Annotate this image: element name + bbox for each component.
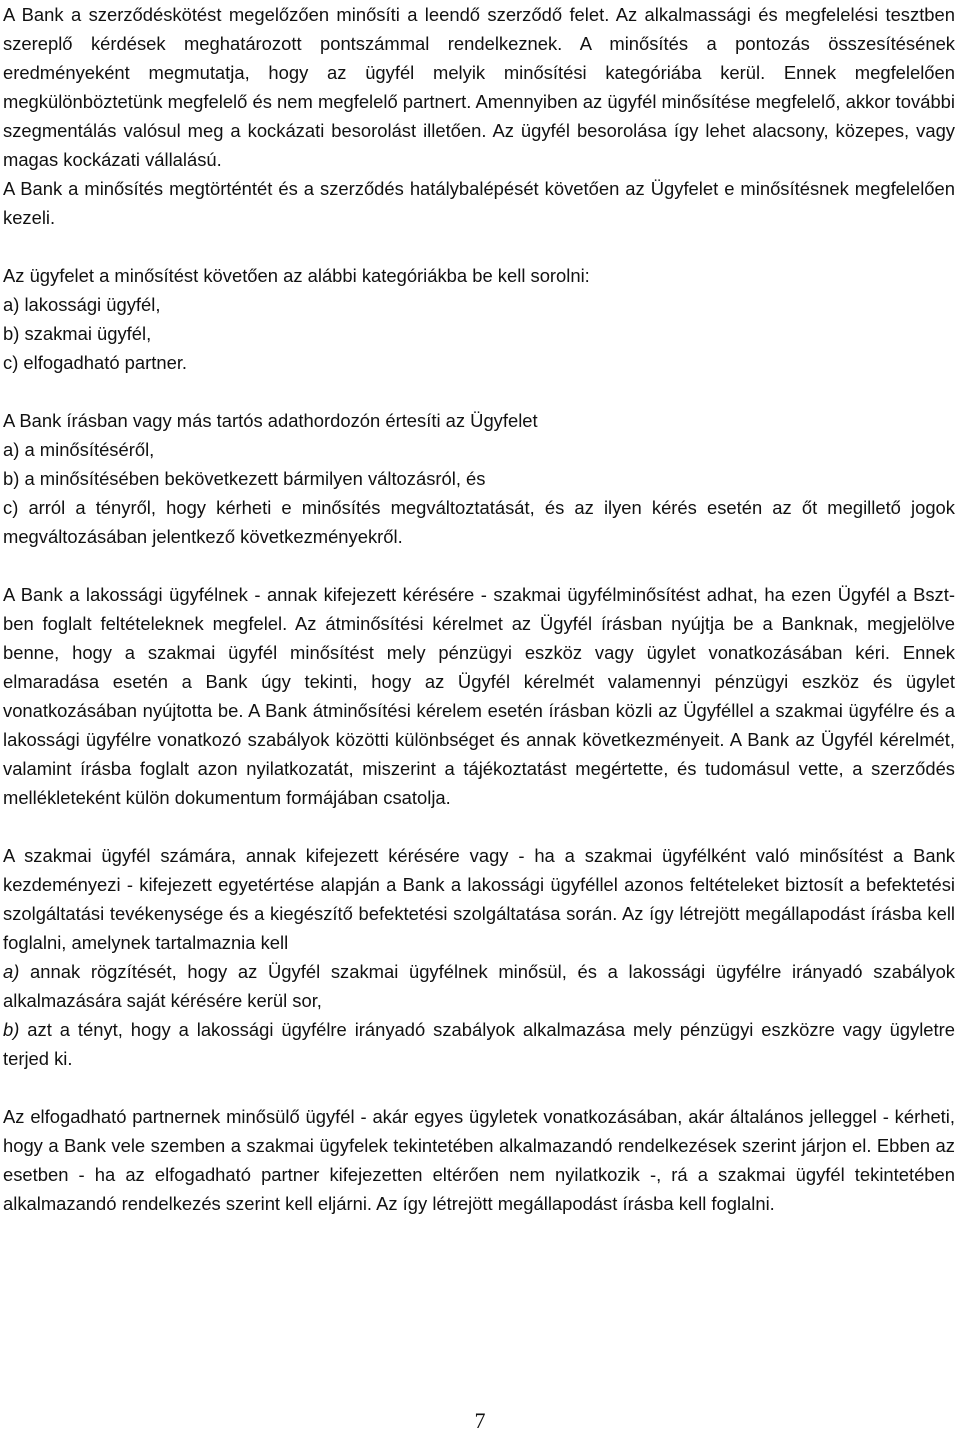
notification-item-a: a) a minősítéséről, (3, 439, 155, 460)
paragraph-retail-treatment: A szakmai ügyfél számára, annak kifejezett kérésére vagy - ha a szakmai ügyfélként való minősítést a Bank kezdeményezi - kifejezett egyetértése alapján a Bank a lakossági ügyféllel azonos feltételeket biztosít a befektetési szolgáltatási tevékenysége és a kiegészítő befektetési szolgáltatása során. Az így létrejött megállapodást írásba kell foglalni, amelynek tartalmaznia kell (3, 845, 955, 953)
notification-intro: A Bank írásban vagy más tartós adathordozón értesíti az Ügyfelet (3, 410, 538, 431)
category-item: b) szakmai ügyfél, (3, 323, 152, 344)
professional-client-section (3, 580, 955, 812)
notification-section (3, 406, 955, 551)
category-item: a) lakossági ügyfél, (3, 294, 161, 315)
item-text: annak rögzítését, hogy az Ügyfél szakmai ügyfélnek minősül, és a lakossági ügyfélre irányadó szabályok alkalmazására saját kérésére kerül sor, (3, 961, 955, 1011)
eligible-partner-section (3, 1102, 955, 1218)
retail-item-b (3, 1015, 955, 1073)
retail-item-a (3, 957, 955, 1015)
categories-section (3, 261, 955, 377)
item-letter: a) (3, 961, 20, 982)
rating-section (3, 0, 955, 232)
page-number: 7 (474, 1408, 486, 1433)
item-letter: b) (3, 1019, 20, 1040)
segmentation-sentence: Amennyiben az ügyfél minősítése megfelelő, akkor további szegmentálás valósul meg a kockázati besorolást illetően. (3, 91, 955, 141)
risk-classification-sentence: Az ügyfél besorolása így lehet alacsony, közepes, vagy magas kockázati vállalású. (3, 120, 955, 170)
category-item: c) elfogadható partner. (3, 352, 188, 373)
paragraph-professional-client: A Bank a lakossági ügyfélnek - annak kifejezett kérésére - szakmai ügyfélminősítést adhat, ha ezen Ügyfél a Bszt-ben foglalt feltételeknek megfelel. Az átminősítési kérelmet az Ügyfél írásban nyújtja be a Banknak, megjelölve benne, hogy a szakmai ügyfél minősítést mely pénzügyi eszköz vagy ügylet vonatkozásában kéri. Ennek elmaradása esetén a Bank úgy tekinti, hogy az Ügyfél kérelmét valamennyi pénzügyi eszköz és ügylet vonatkozásában nyújtotta be. A Bank átminősítési kérelem esetén írásban közli az Ügyféllel a szakmai ügyfélre és a lakossági ügyfélre vonatkozó szabályok közötti különbséget és annak következményeit. A Bank az Ügyfél kérelmét, valamint írásba foglalt azon nyilatkozatát, miszerint a tájékoztatást megértette, és tudomásul vette, a szerződés mellékleteként külön dokumentum formájában csatolja. (3, 584, 955, 808)
notification-item-b: b) a minősítésében bekövetkezett bármilyen változásról, és (3, 468, 486, 489)
document-page (3, 0, 955, 1247)
retail-treatment-section (3, 841, 955, 1073)
notification-item-c: c) arról a tényről, hogy kérheti e minősítés megváltoztatását, és az ilyen kérés esetén az őt megillető jogok megváltozásában jelentkező következményekről. (3, 497, 955, 547)
paragraph-eligible-partner: Az elfogadható partnernek minősülő ügyfél - akár egyes ügyletek vonatkozásában, akár általános jelleggel - kérheti, hogy a Bank vele szemben a szakmai ügyfelek tekintetében alkalmazandó rendelkezések szerint járjon el. Ebben az esetben - ha az elfogadható partner kifejezetten eltérően nem nyilatkozik -, rá a szakmai ügyfél tekintetében alkalmazandó rendelkezés szerint kell eljárni. Az így létrejött megállapodást írásba kell foglalni. (3, 1106, 955, 1214)
item-text: azt a tényt, hogy a lakossági ügyfélre irányadó szabályok alkalmazása mely pénzügyi eszközre vagy ügyletre terjed ki. (3, 1019, 955, 1069)
paragraph-treatment: A Bank a minősítés megtörténtét és a szerződés hatálybalépését követően az Ügyfelet e minősítésnek megfelelően kezeli. (3, 178, 955, 228)
rating-sentences: A Bank a szerződéskötést megelőzően minősíti a leendő szerződő felet. Az alkalmassági és megfelelési tesztben szereplő kérdések meghatározott pontszámmal rendelkeznek. A minősítés a pontozás összesítésének eredményeként megmutatja, hogy az ügyfél melyik minősítési kategóriába kerül. Ennek megfelelően megkülönböztetünk megfelelő és nem megfelelő partnert. (3, 4, 955, 112)
categories-intro: Az ügyfelet a minősítést követően az alábbi kategóriákba be kell sorolni: (3, 265, 590, 286)
paragraph-rating (3, 0, 955, 174)
